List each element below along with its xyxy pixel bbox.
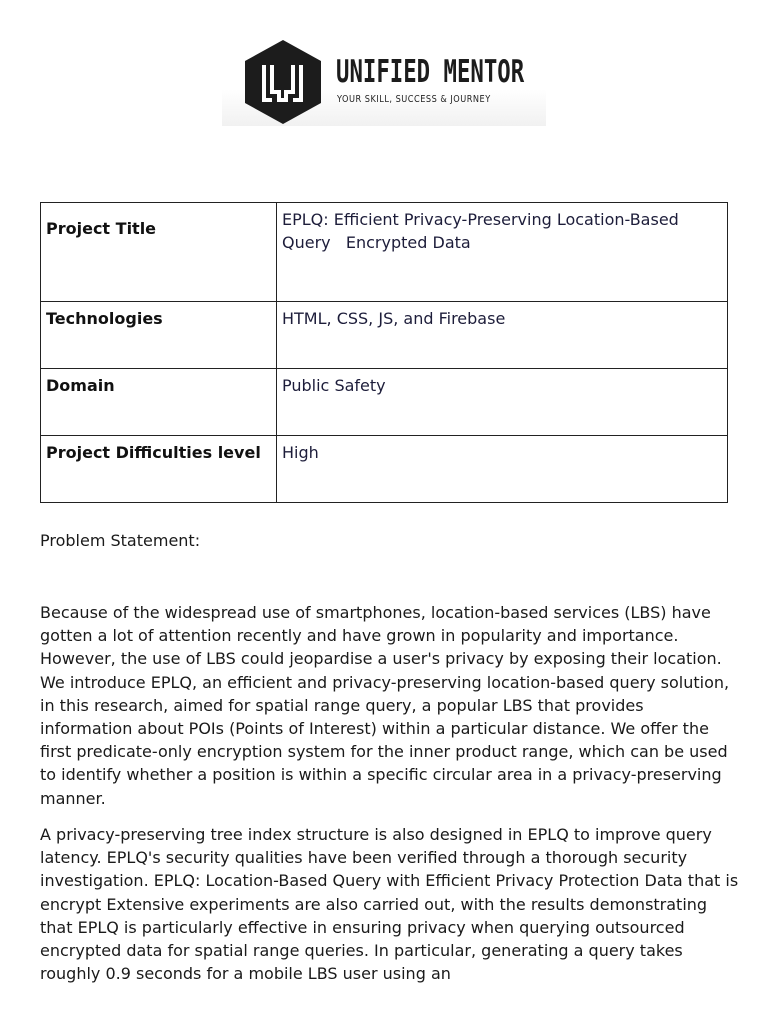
row-label: Project Difficulties level xyxy=(41,436,277,503)
table-row xyxy=(41,302,728,369)
logo-tagline: YOUR SKILL, SUCCESS & JOURNEY xyxy=(337,94,491,105)
table-row xyxy=(41,203,728,302)
table-row xyxy=(41,369,728,436)
row-value: High xyxy=(277,436,728,503)
table-row xyxy=(41,436,728,503)
unified-mentor-logo-icon xyxy=(242,38,324,126)
row-value: HTML, CSS, JS, and Firebase xyxy=(277,302,728,369)
row-label: Project Title xyxy=(41,203,277,302)
problem-paragraph: A privacy-preserving tree index structure is also designed in EPLQ to improve query latency. EPLQ's security qualities have been verified through a thorough security investigation. EPLQ: Location-Based Query with Efficient Privacy Protection Data that is encrypt Extensive experiments are also carried out, with the results demonstrating that EPLQ is particularly effective in ensuring privacy when querying outsourced encrypted data for spatial range queries. In particular, generating a query takes roughly 0.9 seconds for a mobile LBS user using an xyxy=(40,825,739,984)
row-value: Public Safety xyxy=(277,369,728,436)
row-label: Domain xyxy=(41,369,277,436)
row-label: Technologies xyxy=(41,302,277,369)
problem-statement-heading: Problem Statement: xyxy=(40,531,201,550)
project-info-table xyxy=(40,202,728,503)
logo-title: UNIFIED MENTOR xyxy=(336,54,525,90)
row-value: EPLQ: Efficient Privacy-Preserving Location-Based Query Encrypted Data xyxy=(277,203,728,302)
logo xyxy=(222,30,546,126)
problem-paragraph: Because of the widespread use of smartphones, location-based services (LBS) have gotten a lot of attention recently and have grown in popularity and importance. However, the use of LBS could jeopardise a user's privacy by exposing their location. We introduce EPLQ, an efficient and privacy-preserving location-based query solution, in this research, aimed for spatial range query, a popular LBS that provides information about POIs (Points of Interest) within a particular distance. We offer the first predicate-only encryption system for the inner product range, which can be used to identify whether a position is within a specific circular area in a privacy-preserving manner. xyxy=(40,603,730,808)
